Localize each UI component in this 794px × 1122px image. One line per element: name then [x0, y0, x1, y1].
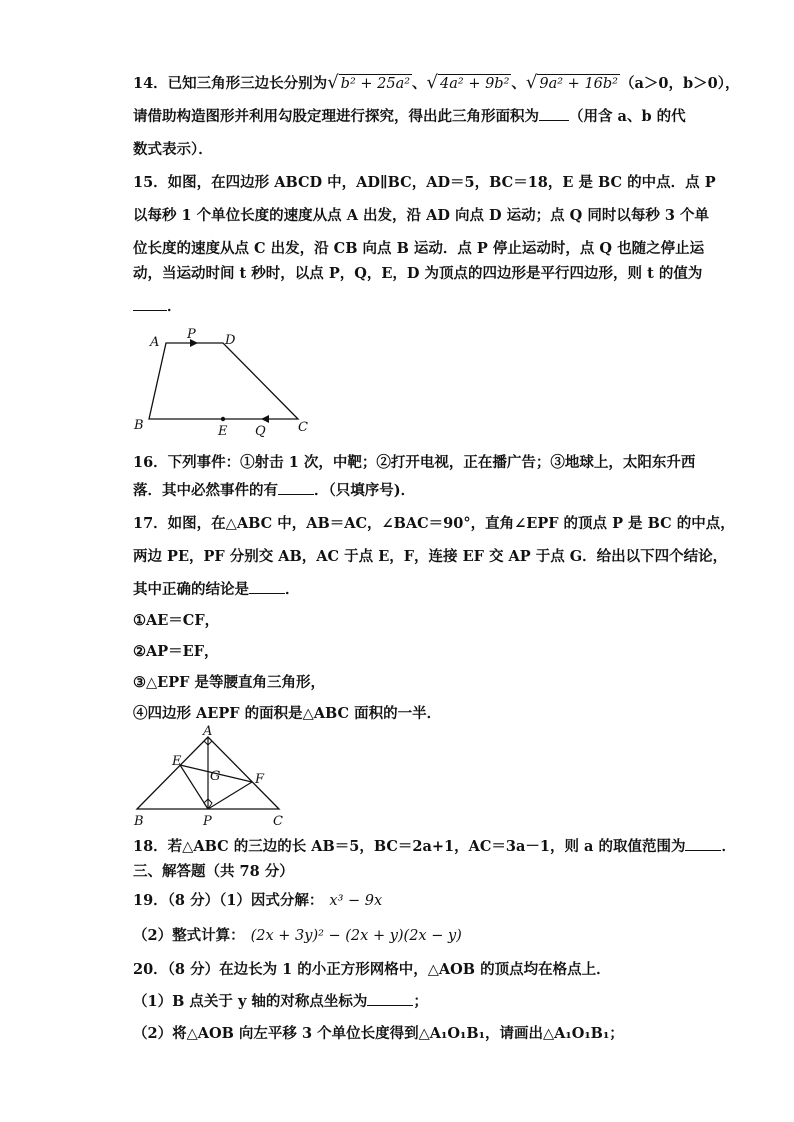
label-c: C	[298, 420, 308, 435]
q15-line5-end: ．	[167, 298, 182, 315]
point-e-dot	[221, 417, 225, 421]
q18-text: 18．若△ABC 的三边的长 AB＝5，BC＝2a+1，AC＝3a－1，则 a 的取值范围为	[133, 838, 686, 855]
q17-conclusion-1: ①AE＝CF，	[133, 612, 220, 629]
q20-line2	[133, 991, 428, 1013]
q19-expr1: x³ − 9x	[329, 893, 383, 909]
label-a: A	[203, 725, 213, 739]
q16-line2b: ．（只填序号)．	[314, 482, 416, 499]
q15-line3: 位长度的速度从点 C 出发，沿 CB 向点 B 运动．点 P 停止运动时，点 Q 也随之停止运	[133, 240, 705, 257]
q14-line2	[133, 106, 686, 128]
label-b: B	[134, 418, 144, 433]
q15-line5	[133, 296, 182, 318]
q18-line	[133, 836, 736, 858]
label-f: F	[255, 772, 265, 787]
q17-answer-blank[interactable]	[249, 579, 285, 594]
label-p: P	[187, 327, 196, 342]
q15-line4: 动，当运动时间 t 秒时，以点 P，Q，E，D 为顶点的四边形是平行四边形，则 t 的值为	[133, 265, 703, 282]
q17-triangle-figure	[130, 725, 290, 829]
q17-line1: 17．如图，在△ABC 中，AB＝AC，∠BAC＝90°，直角∠EPF 的顶点 P 是 BC 的中点，	[133, 515, 735, 532]
q14-line2b: （用含 a、b 的代	[569, 108, 686, 125]
q18-answer-blank[interactable]	[685, 836, 721, 851]
q19-line1	[133, 890, 382, 912]
q14-line1: 14．已知三角形三边长分别为√ b² + 25a² 、√ 4a² + 9b² 、√ 9a² + 16b² （a＞0，b＞0），	[133, 72, 740, 93]
q14-line2a: 请借助构造图形并利用勾股定理进行探究，得出此三角形面积为	[133, 108, 539, 125]
q20-line2b: ；	[413, 993, 428, 1010]
label-q: Q	[255, 424, 266, 438]
label-b: B	[134, 814, 144, 829]
q14-suffix: （a＞0，b＞0），	[620, 75, 740, 92]
label-e: E	[172, 754, 182, 769]
q15-answer-blank[interactable]	[133, 296, 167, 311]
q14-answer-blank[interactable]	[539, 106, 569, 121]
q14-radical-1: b² + 25a²	[340, 76, 411, 92]
q20-line2a: （1）B 点关于 y 轴的对称点坐标为	[133, 993, 368, 1010]
q18-end: ．	[721, 838, 736, 855]
q17-line3b: ．	[285, 581, 300, 598]
trapezoid-outline	[149, 343, 298, 419]
q15-line2: 以每秒 1 个单位长度的速度从点 A 出发，沿 AD 向点 D 运动；点 Q 同时以每秒 3 个单	[133, 207, 710, 224]
section-3-heading: 三、解答题（共 78 分）	[133, 863, 294, 880]
segment-pf	[208, 782, 252, 809]
q17-line2: 两边 PE，PF 分别交 AB，AC 于点 E，F，连接 EF 交 AP 于点 G．给出以下四个结论，	[133, 548, 728, 565]
q16-line1: 16．下列事件：①射击 1 次，中靶；②打开电视，正在播广告；③地球上，太阳东升西	[133, 454, 696, 471]
q19-line1-text: 19．（8 分）（1）因式分解：	[133, 892, 324, 909]
label-c: C	[273, 814, 283, 829]
q14-prefix: 14．已知三角形三边长分别为	[133, 75, 328, 92]
label-a: A	[150, 335, 160, 350]
q20-answer-blank[interactable]	[367, 991, 413, 1006]
q14-radical-2: 4a² + 9b²	[440, 76, 510, 92]
q17-conclusion-4: ④四边形 AEPF 的面积是△ABC 面积的一半．	[133, 705, 442, 722]
q19-line2-text: （2）整式计算：	[133, 927, 245, 944]
q15-line1: 15．如图，在四边形 ABCD 中，AD∥BC，AD＝5，BC＝18，E 是 BC 的中点．点 P	[133, 174, 716, 191]
q19-line2	[133, 925, 462, 947]
q16-line2	[133, 480, 415, 502]
label-g: G	[210, 769, 221, 784]
q14-radical-3: 9a² + 16b²	[539, 76, 618, 92]
q16-answer-blank[interactable]	[278, 480, 314, 495]
q16-line2a: 落．其中必然事件的有	[133, 482, 278, 499]
q17-line3a: 其中正确的结论是	[133, 581, 249, 598]
segment-pe	[180, 765, 208, 809]
arrow-q-icon	[261, 415, 269, 423]
label-d: D	[225, 333, 236, 348]
q15-trapezoid-figure	[130, 326, 320, 438]
q19-expr2: (2x + 3y)² − (2x + y)(2x − y)	[250, 928, 462, 944]
label-p: P	[203, 814, 212, 829]
q20-line3: （2）将△AOB 向左平移 3 个单位长度得到△A₁O₁B₁，请画出△A₁O₁B₁；	[133, 1025, 624, 1042]
q20-line1: 20．（8 分）在边长为 1 的小正方形网格中，△AOB 的顶点均在格点上．	[133, 961, 611, 978]
q17-line3	[133, 579, 300, 601]
q17-conclusion-3: ③△EPF 是等腰直角三角形，	[133, 674, 325, 691]
q14-line3: 数式表示）．	[133, 141, 213, 158]
label-e: E	[218, 424, 228, 438]
q17-conclusion-2: ②AP＝EF，	[133, 643, 219, 660]
